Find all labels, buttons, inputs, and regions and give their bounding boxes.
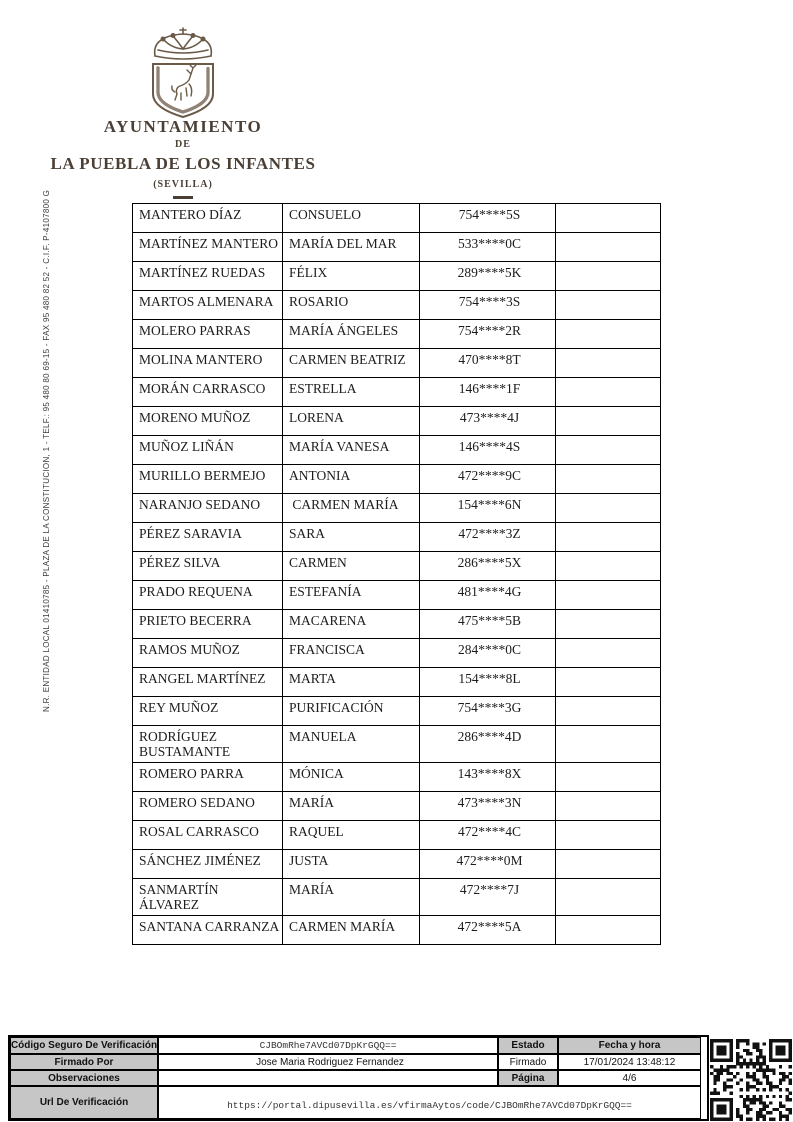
masked-id-cell: 146****1F bbox=[420, 378, 556, 407]
province-label: (SEVILLA) bbox=[153, 178, 213, 190]
surname-cell: ROMERO SEDANO bbox=[133, 792, 283, 821]
csv-label: Código Seguro De Verificación bbox=[10, 1037, 158, 1054]
surname-cell: MORENO MUÑOZ bbox=[133, 407, 283, 436]
signature-verification-table bbox=[8, 1035, 709, 1121]
empty-cell bbox=[556, 378, 661, 407]
given-name-cell: CARMEN MARÍA bbox=[283, 494, 420, 523]
header-divider bbox=[173, 196, 193, 199]
masked-id-cell: 470****8T bbox=[420, 349, 556, 378]
masked-id-cell: 154****8L bbox=[420, 668, 556, 697]
table-row bbox=[133, 494, 661, 523]
estado-header: Estado bbox=[498, 1037, 558, 1054]
surname-cell: MARTÍNEZ RUEDAS bbox=[133, 262, 283, 291]
empty-cell bbox=[556, 610, 661, 639]
given-name-cell: MARÍA DEL MAR bbox=[283, 233, 420, 262]
empty-cell bbox=[556, 262, 661, 291]
given-name-cell: RAQUEL bbox=[283, 821, 420, 850]
masked-id-cell: 473****4J bbox=[420, 407, 556, 436]
table-row bbox=[133, 850, 661, 879]
qr-code bbox=[710, 1039, 792, 1121]
surname-cell: ROSAL CARRASCO bbox=[133, 821, 283, 850]
given-name-cell: MANUELA bbox=[283, 726, 420, 763]
masked-id-cell: 472****4C bbox=[420, 821, 556, 850]
empty-cell bbox=[556, 465, 661, 494]
given-name-cell: MARÍA VANESA bbox=[283, 436, 420, 465]
given-name-cell: LORENA bbox=[283, 407, 420, 436]
empty-cell bbox=[556, 821, 661, 850]
given-name-cell: SARA bbox=[283, 523, 420, 552]
organization-title: AYUNTAMIENTO bbox=[103, 117, 263, 136]
table-row bbox=[133, 821, 661, 850]
masked-id-cell: 286****4D bbox=[420, 726, 556, 763]
surname-cell: RODRÍGUEZ BUSTAMANTE bbox=[133, 726, 283, 763]
table-row bbox=[133, 320, 661, 349]
masked-id-cell: 754****3S bbox=[420, 291, 556, 320]
masked-id-cell: 289****5K bbox=[420, 262, 556, 291]
table-row bbox=[133, 581, 661, 610]
roster-table-body bbox=[133, 204, 661, 945]
table-row bbox=[133, 879, 661, 916]
table-row bbox=[133, 407, 661, 436]
surname-cell: REY MUÑOZ bbox=[133, 697, 283, 726]
masked-id-cell: 472****5A bbox=[420, 916, 556, 945]
empty-cell bbox=[556, 697, 661, 726]
table-row bbox=[133, 916, 661, 945]
roster-table bbox=[132, 203, 661, 945]
empty-cell bbox=[556, 291, 661, 320]
municipality-title: LA PUEBLA DE LOS INFANTES bbox=[50, 153, 316, 173]
firmado-por-value: Jose Maria Rodriguez Fernandez bbox=[158, 1054, 498, 1070]
surname-cell: PRIETO BECERRA bbox=[133, 610, 283, 639]
given-name-cell: ANTONIA bbox=[283, 465, 420, 494]
url-label: Url De Verificación bbox=[10, 1086, 158, 1119]
firmado-por-label: Firmado Por bbox=[10, 1054, 158, 1070]
empty-cell bbox=[556, 552, 661, 581]
surname-cell: MOLERO PARRAS bbox=[133, 320, 283, 349]
pagina-label: Página bbox=[498, 1070, 558, 1086]
masked-id-cell: 754****5S bbox=[420, 204, 556, 233]
given-name-cell: ESTRELLA bbox=[283, 378, 420, 407]
table-row bbox=[133, 763, 661, 792]
url-value[interactable]: https://portal.dipusevilla.es/vfirmaAytos/code/CJBOmRhe7AVCd07DpKrGQQ== bbox=[158, 1086, 701, 1119]
empty-cell bbox=[556, 639, 661, 668]
csv-value: CJBOmRhe7AVCd07DpKrGQQ== bbox=[158, 1037, 498, 1054]
empty-cell bbox=[556, 726, 661, 763]
estado-value: Firmado bbox=[498, 1054, 558, 1070]
organization-of: DE bbox=[175, 138, 191, 150]
given-name-cell: MACARENA bbox=[283, 610, 420, 639]
masked-id-cell: 472****7J bbox=[420, 879, 556, 916]
surname-cell: MANTERO DÍAZ bbox=[133, 204, 283, 233]
surname-cell: SANTANA CARRANZA bbox=[133, 916, 283, 945]
surname-cell: MARTOS ALMENARA bbox=[133, 291, 283, 320]
masked-id-cell: 472****0M bbox=[420, 850, 556, 879]
given-name-cell: MARÍA bbox=[283, 792, 420, 821]
given-name-cell: CONSUELO bbox=[283, 204, 420, 233]
table-row bbox=[133, 349, 661, 378]
empty-cell bbox=[556, 233, 661, 262]
given-name-cell: FRANCISCA bbox=[283, 639, 420, 668]
given-name-cell: MÓNICA bbox=[283, 763, 420, 792]
empty-cell bbox=[556, 523, 661, 552]
empty-cell bbox=[556, 763, 661, 792]
given-name-cell: MARÍA ÁNGELES bbox=[283, 320, 420, 349]
table-row bbox=[133, 262, 661, 291]
surname-cell: PÉREZ SARAVIA bbox=[133, 523, 283, 552]
table-row bbox=[133, 204, 661, 233]
masked-id-cell: 146****4S bbox=[420, 436, 556, 465]
letterhead bbox=[42, 118, 324, 199]
masked-id-cell: 533****0C bbox=[420, 233, 556, 262]
masked-id-cell: 154****6N bbox=[420, 494, 556, 523]
surname-cell: MOLINA MANTERO bbox=[133, 349, 283, 378]
pagina-value: 4/6 bbox=[558, 1070, 701, 1086]
given-name-cell: JUSTA bbox=[283, 850, 420, 879]
masked-id-cell: 284****0C bbox=[420, 639, 556, 668]
surname-cell: MURILLO BERMEJO bbox=[133, 465, 283, 494]
empty-cell bbox=[556, 581, 661, 610]
masked-id-cell: 472****9C bbox=[420, 465, 556, 494]
given-name-cell: ROSARIO bbox=[283, 291, 420, 320]
empty-cell bbox=[556, 407, 661, 436]
table-row bbox=[133, 552, 661, 581]
empty-cell bbox=[556, 668, 661, 697]
surname-cell: MORÁN CARRASCO bbox=[133, 378, 283, 407]
given-name-cell: MARÍA bbox=[283, 879, 420, 916]
masked-id-cell: 143****8X bbox=[420, 763, 556, 792]
given-name-cell: MARTA bbox=[283, 668, 420, 697]
empty-cell bbox=[556, 494, 661, 523]
empty-cell bbox=[556, 850, 661, 879]
empty-cell bbox=[556, 879, 661, 916]
surname-cell: MARTÍNEZ MANTERO bbox=[133, 233, 283, 262]
given-name-cell: CARMEN BEATRIZ bbox=[283, 349, 420, 378]
masked-id-cell: 473****3N bbox=[420, 792, 556, 821]
masked-id-cell: 481****4G bbox=[420, 581, 556, 610]
given-name-cell: PURIFICACIÓN bbox=[283, 697, 420, 726]
given-name-cell: CARMEN bbox=[283, 552, 420, 581]
table-row bbox=[133, 291, 661, 320]
given-name-cell: CARMEN MARÍA bbox=[283, 916, 420, 945]
table-row bbox=[133, 792, 661, 821]
table-row bbox=[133, 610, 661, 639]
table-row bbox=[133, 436, 661, 465]
surname-cell: SÁNCHEZ JIMÉNEZ bbox=[133, 850, 283, 879]
fecha-value: 17/01/2024 13:48:12 bbox=[558, 1054, 701, 1070]
surname-cell: MUÑOZ LIÑÁN bbox=[133, 436, 283, 465]
table-row bbox=[133, 726, 661, 763]
table-row bbox=[133, 668, 661, 697]
empty-cell bbox=[556, 204, 661, 233]
observaciones-value bbox=[158, 1070, 498, 1086]
table-row bbox=[133, 233, 661, 262]
surname-cell: RAMOS MUÑOZ bbox=[133, 639, 283, 668]
empty-cell bbox=[556, 349, 661, 378]
given-name-cell: FÉLIX bbox=[283, 262, 420, 291]
masked-id-cell: 286****5X bbox=[420, 552, 556, 581]
table-row bbox=[133, 378, 661, 407]
surname-cell: SANMARTÍN ÁLVAREZ bbox=[133, 879, 283, 916]
municipal-crest bbox=[141, 26, 225, 120]
masked-id-cell: 472****3Z bbox=[420, 523, 556, 552]
empty-cell bbox=[556, 320, 661, 349]
fecha-header: Fecha y hora bbox=[558, 1037, 701, 1054]
empty-cell bbox=[556, 436, 661, 465]
surname-cell: RANGEL MARTÍNEZ bbox=[133, 668, 283, 697]
given-name-cell: ESTEFANÍA bbox=[283, 581, 420, 610]
table-row bbox=[133, 465, 661, 494]
surname-cell: NARANJO SEDANO bbox=[133, 494, 283, 523]
surname-cell: ROMERO PARRA bbox=[133, 763, 283, 792]
masked-id-cell: 754****3G bbox=[420, 697, 556, 726]
table-row bbox=[133, 639, 661, 668]
observaciones-label: Observaciones bbox=[10, 1070, 158, 1086]
table-row bbox=[133, 523, 661, 552]
masked-id-cell: 754****2R bbox=[420, 320, 556, 349]
surname-cell: PRADO REQUENA bbox=[133, 581, 283, 610]
empty-cell bbox=[556, 916, 661, 945]
surname-cell: PÉREZ SILVA bbox=[133, 552, 283, 581]
entity-registration-vertical-text: N.R. ENTIDAD LOCAL 01410785 - PLAZA DE LA CONSTITUCION, 1 - TELF.: 95 480 80 69-15 - FAX 95 480 82 52 - C.I.F. P-4107800 G bbox=[42, 189, 51, 712]
empty-cell bbox=[556, 792, 661, 821]
masked-id-cell: 475****5B bbox=[420, 610, 556, 639]
table-row bbox=[133, 697, 661, 726]
